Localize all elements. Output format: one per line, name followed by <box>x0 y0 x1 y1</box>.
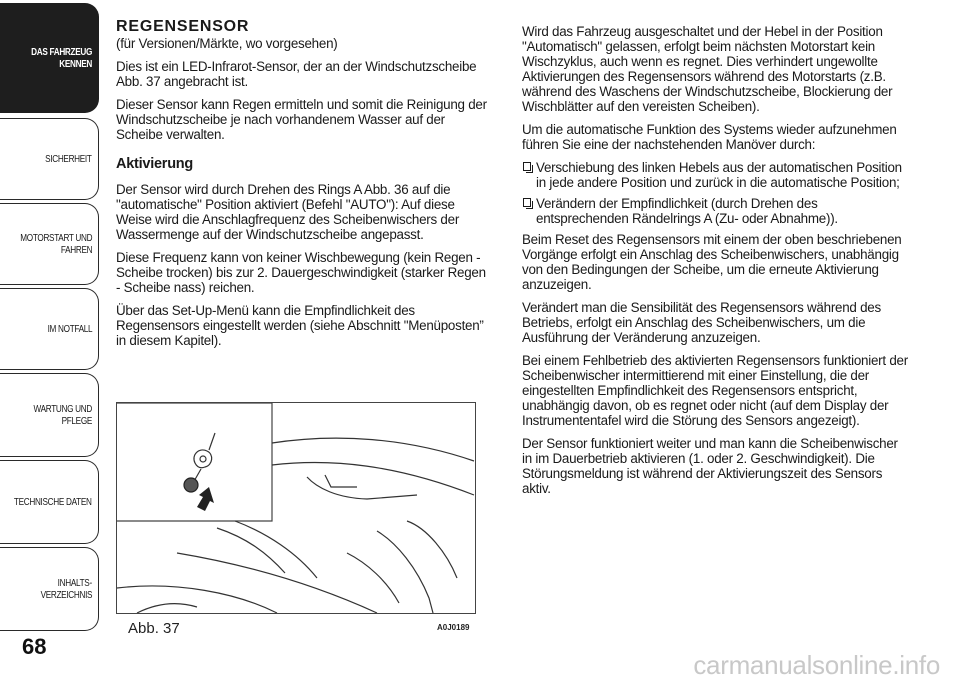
right-column <box>522 24 910 504</box>
paragraph: Verändert man die Sensibilität des Regensensors während des Betriebs, erfolgt ein Anschlag des Scheibenwischers, um die Ausführung der Veränderung anzuzeigen. <box>522 300 881 345</box>
tab-technische-daten[interactable] <box>0 460 99 544</box>
tab-label: IM NOTFALL <box>47 323 92 335</box>
tab-label: KENNEN <box>59 58 92 70</box>
tab-label: PFLEGE <box>61 415 92 427</box>
tab-label: VERZEICHNIS <box>40 589 92 601</box>
paragraph: Dieser Sensor kann Regen ermitteln und somit die Reinigung der Windschutzscheibe je nach vorhandenem Wasser auf der Scheibe verwalten. <box>116 97 487 142</box>
tab-label: DAS FAHRZEUG <box>31 46 92 58</box>
tab-label: INHALTS- <box>57 577 92 589</box>
watermark: carmanualsonline.info <box>693 650 940 680</box>
tab-sicherheit[interactable] <box>0 118 99 200</box>
left-column <box>116 18 488 356</box>
subsection-heading: Aktivierung <box>116 156 194 172</box>
paragraph: Der Sensor funktioniert weiter und man kann die Scheibenwischer in im Dauerbetrieb aktivieren (1. oder 2. Geschwindigkeit). Die Störungsmeldung ist während der Aktivierungszeit des Sensors aktiv. <box>522 436 898 496</box>
figure-caption: Abb. 37 <box>128 620 180 637</box>
figure-code: A0J0189 <box>437 623 470 632</box>
tab-inhaltsverzeichnis[interactable] <box>0 547 99 631</box>
checkbox-bullet-icon <box>523 162 531 171</box>
tab-label: MOTORSTART UND <box>20 232 92 244</box>
windshield-illustration <box>117 403 475 613</box>
tab-motorstart-und-fahren[interactable] <box>0 203 99 285</box>
figure-windshield-rain-sensor <box>116 402 476 614</box>
tab-label: FAHREN <box>60 244 92 256</box>
tab-im-notfall[interactable] <box>0 288 99 370</box>
pointer-arrow-icon <box>197 487 214 511</box>
paragraph: Dies ist ein LED-Infrarot-Sensor, der an der Windschutzscheibe Abb. 37 angebracht ist. <box>116 59 477 89</box>
checkbox-bullet-icon <box>523 198 531 207</box>
tab-das-fahrzeug-kennen[interactable] <box>0 3 99 113</box>
tab-label: TECHNISCHE DATEN <box>14 496 92 508</box>
section-heading: REGENSENSOR <box>116 18 250 35</box>
paragraph: Beim Reset des Regensensors mit einem der oben beschriebenen Vorgänge erfolgt ein Anschlag des Scheibenwischers, unabhängig von den Bedingungen der Scheibe, um die erneute Aktivierung anzuzeigen. <box>522 232 902 292</box>
list-item <box>522 160 910 190</box>
tab-label: SICHERHEIT <box>45 153 92 165</box>
paragraph: Wird das Fahrzeug ausgeschaltet und der Hebel in der Position "Automatisch" gelassen, erfolgt beim nächsten Motorstart kein Wischzyklus, auch wenn es regnet. Dies verhindert ungewollte Aktivierungen des Regensensors während des Motorstarts (z.B. während des Waschens der Windschutzscheibe, Blockierung der Wischblätter auf den vereisten Scheiben). <box>522 24 893 114</box>
list-item-text: Verschiebung des linken Hebels aus der automatischen Position in jede andere Position und zurück in die automatische Position; <box>536 160 902 190</box>
paragraph: Über das Set-Up-Menü kann die Empfindlichkeit des Regensensors eingestellt werden (siehe Abschnitt "Menüposten” in diesem Kapitel). <box>116 303 484 348</box>
page-number: 68 <box>22 634 47 659</box>
paragraph: Um die automatische Funktion des Systems wieder aufzunehmen führen Sie eine der nachstehenden Manöver durch: <box>522 122 897 152</box>
tab-label: WARTUNG UND <box>33 403 92 415</box>
list-item <box>522 196 910 226</box>
paragraph: Bei einem Fehlbetrieb des aktivierten Regensensors funktioniert der Scheibenwischer intermittierend mit einer Einstellung, die der eingestellten Empfindlichkeit des Regensensors entspricht, unabhängig davon, ob es regnet oder nicht (auf dem Display der Instrumententafel wird die Störung des Sensors angezeigt). <box>522 353 908 428</box>
paragraph: Diese Frequenz kann von keiner Wischbewegung (kein Regen - Scheibe trocken) bis zur 2. Dauergeschwindigkeit (starker Regen - Scheibe nass) reichen. <box>116 250 486 295</box>
list-item-text: Verändern der Empfindlichkeit (durch Drehen des entsprechenden Rändelrings A (Zu- oder Abnahme)). <box>536 196 838 226</box>
availability-note: (für Versionen/Märkte, wo vorgesehen) <box>116 36 338 51</box>
paragraph: Der Sensor wird durch Drehen des Rings A Abb. 36 auf die "automatische" Position aktiviert (Befehl "AUTO"): Auf diese Weise wird die Anschlagfrequenz des Scheibenwischers der Wassermenge auf der Windschutzscheibe angepasst. <box>116 182 460 242</box>
tab-wartung-und-pflege[interactable] <box>0 373 99 457</box>
